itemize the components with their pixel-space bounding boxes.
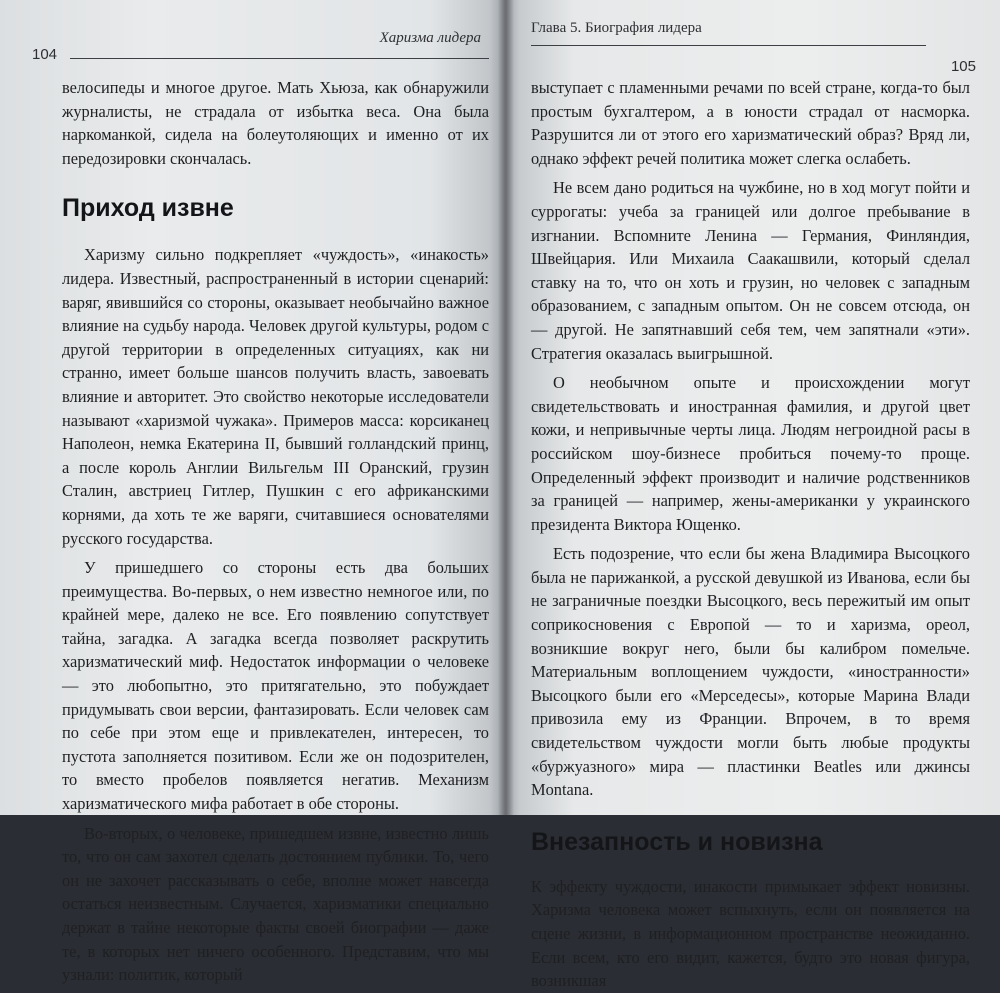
paragraph: Не всем дано родиться на чужбине, но в ход могут пойти и суррогаты: учеба за границей или долгое пребывание в изгнании. Вспомните Ленина — Германия, Финляндия, Швейцария. Или Михаила Саакашвили, который сделал ставку на то, что он хоть и грузин, но человек с западным образованием, с западным опытом. Он не совсем отсюда, он — другой. Не запятнавший себя тем, чем запятнали «эти». Стратегия оказалась выигрышной. bbox=[531, 178, 970, 363]
paragraph: У пришедшего со стороны есть два больших преимущества. Во-первых, о нем известно немногое или, по крайней мере, далеко не все. Его появлению сопутствует тайна, загадка. А загадка всегда позволяет раскрутить харизматический миф. Недостаток информации о человеке — это любопытно, это притягательно, это побуждает придумывать свои версии, фантазировать. Если человек сам по себе при этом еще и привлекателен, интересен, то пустота заполняется позитивом. Если же он подозрителен, то вместо пробелов появляется негатив. Механизм харизматического мифа работает в обе стороны. bbox=[62, 558, 489, 814]
page-number: 104 bbox=[32, 46, 58, 63]
book-gutter bbox=[498, 0, 514, 815]
paragraph: Харизму сильно подкрепляет «чуждость», «инакость» лидера. Известный, распространенный в истории сценарий: варяг, явившийся со стороны, оказывает необычайно важное влияние на судьбу народа. Человек другой культуры, родом с другой территории в определенных ситуациях, как ни странно, имеет больше шансов получить власть, завоевать влияние и авторитет. Это свойство некоторые исследователи называют «харизмой чужака». Примеров масса: корсиканец Наполеон, немка Екатерина II, бывший голландский принц, а после король Англии Вильгельм III Оранский, грузин Сталин, австриец Гитлер, Пушкин с его африканскими корнями, да хоть те же варяги, считавшиеся основателями русского государства. bbox=[62, 245, 489, 548]
section-heading: Приход извне bbox=[62, 194, 234, 223]
paragraph: Во-вторых, о человеке, пришедшем извне, известно лишь то, что он сам захотел сделать достоянием публики. То, чего он не захочет рассказывать о себе, вполне может навсегда остаться неизвестным. Случается, харизматики специально держат в тайне некоторые факты своей биографии — даже те, в которых нет ничего особенного. Представим, что мы узнали: политик, который bbox=[62, 823, 489, 985]
paragraph: К эффекту чуждости, инакости примыкает эффект новизны. Харизма человека может вспыхнуть, если он появляется на сцене жизни, в информационном пространстве неожиданно. Если всем, кто его видит, кажется, будто это новая фигура, возникшая bbox=[531, 876, 970, 991]
paragraph: велосипеды и многое другое. Мать Хьюза, как обнаружили журналисты, не страдала от избытка веса. Она была наркоманкой, сидела на болеутоляющих и именно от их передозировки скончалась. bbox=[62, 78, 489, 168]
paragraph: О необычном опыте и происхождении могут свидетельствовать и иностранная фамилия, и другой цвет кожи, и непривычные черты лица. Людям негроидной расы в российском шоу-бизнесе пробиться почему-то проще. Определенный эффект производит и наличие родственников за границей — например, жены-американки у украинского президента Виктора Ющенко. bbox=[531, 373, 970, 534]
running-title: Глава 5. Биография лидера bbox=[531, 20, 702, 36]
section-heading: Внезапность и новизна bbox=[531, 827, 823, 856]
header-rule bbox=[531, 45, 926, 46]
left-page-body bbox=[62, 76, 489, 987]
paragraph: выступает с пламенными речами по всей стране, когда-то был простым бухгалтером, а в юности страдал от насморка. Разрушится ли от этого его харизматический образ? Вряд ли, однако эффект речей политика может слегка ослабеть. bbox=[531, 78, 970, 168]
right-page bbox=[505, 0, 1000, 991]
left-page-header bbox=[32, 0, 489, 66]
header-rule bbox=[70, 58, 489, 59]
right-page-header bbox=[531, 0, 976, 75]
paragraph: Есть подозрение, что если бы жена Владимира Высоцкого была не парижанкой, а русской девушкой из Иванова, если бы не заграничные поездки Высоцкого, весь пережитый им опыт соприкосновения с Европой — то и харизма, ореол, возникшие вокруг него, были бы калибром помельче. Материальным воплощением чуждости, «иностранности» Высоцкого были его «Мерседесы», которые Марина Влади привозила ему из Франции. Впрочем, в то время свидетельством чуждости могли быть любые продукты «буржуазного» мира — пластинки Beatles или джинсы Montana. bbox=[531, 544, 970, 800]
page-number: 105 bbox=[950, 58, 976, 75]
running-title: Харизма лидера bbox=[379, 30, 481, 46]
right-page-body bbox=[531, 76, 970, 993]
